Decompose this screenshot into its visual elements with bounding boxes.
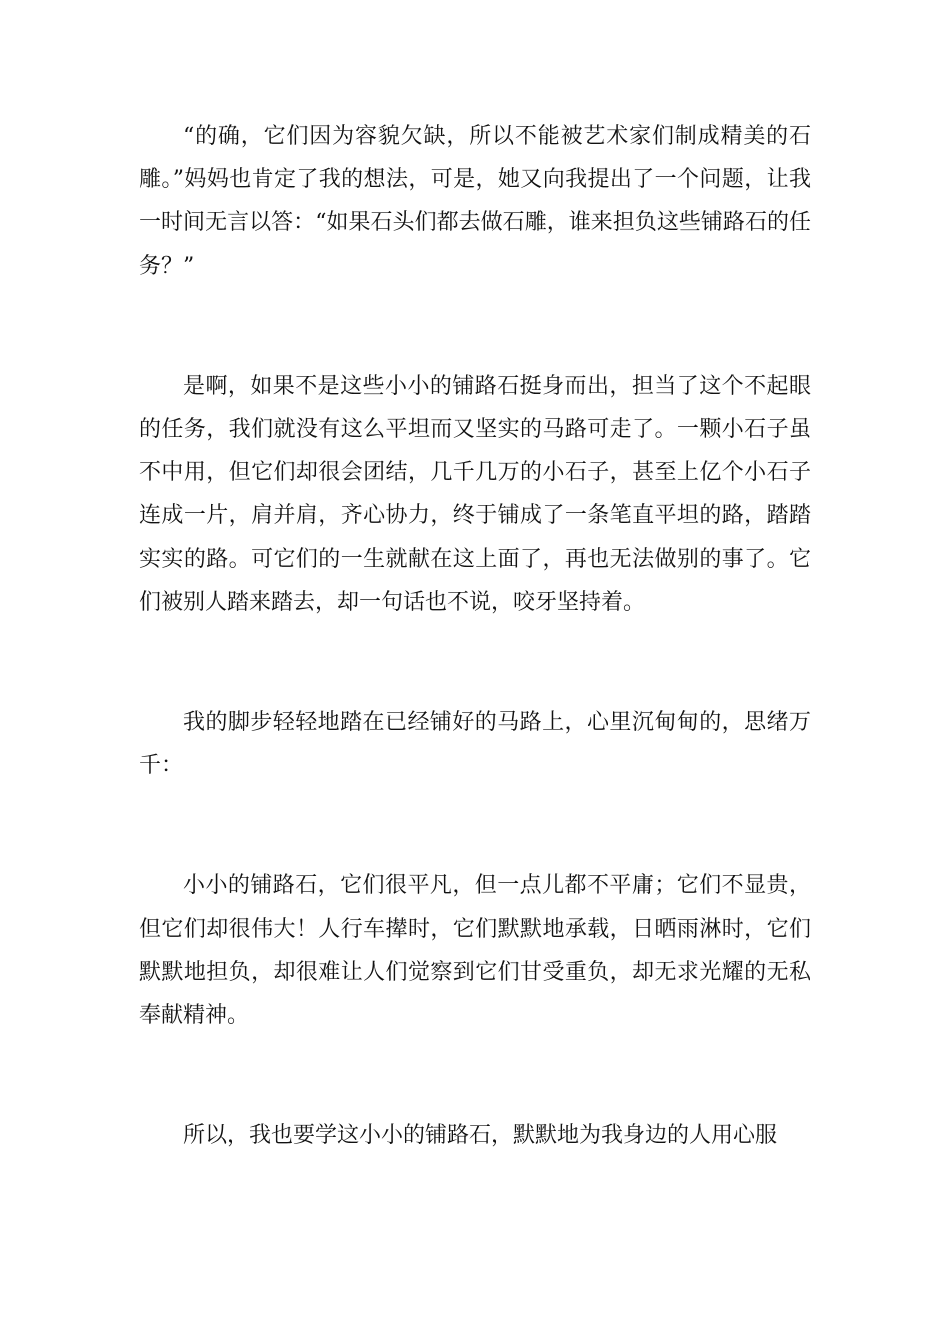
paragraph-3: 我的脚步轻轻地踏在已经铺好的马路上，心里沉甸甸的，思绪万千： <box>139 710 811 779</box>
document-body <box>139 115 811 1157</box>
paragraph-2: 是啊，如果不是这些小小的铺路石挺身而出，担当了这个不起眼的任务，我们就没有这么平坦而又坚实的马路可走了。一颗小石子虽不中用，但它们却很会团结，几千几万的小石子，甚至上亿个小石子连成一片，肩并肩，齐心协力，终于铺成了一条笔直平坦的路，踏踏实实的路。可它们的一生就献在这上面了，再也无法做别的事了。它们被别人踏来踏去，却一句话也不说，咬牙坚持着。 <box>139 373 811 615</box>
paragraph-5: 所以，我也要学这小小的铺路石，默默地为我身边的人用心服 <box>183 1123 778 1149</box>
paragraph-4: 小小的铺路石，它们很平凡，但一点儿都不平庸；它们不显贵，但它们却很伟大！人行车撵时，它们默默地承载，日晒雨淋时，它们默默地担负，却很难让人们觉察到它们甘受重负，却无求光耀的无私奉献精神。 <box>139 873 811 1029</box>
paragraph-1: “的确，它们因为容貌欠缺，所以不能被艺术家们制成精美的石雕。”妈妈也肯定了我的想法，可是，她又向我提出了一个问题，让我一时间无言以答：“如果石头们都去做石雕，谁来担负这些铺路石的任务？” <box>139 124 811 279</box>
